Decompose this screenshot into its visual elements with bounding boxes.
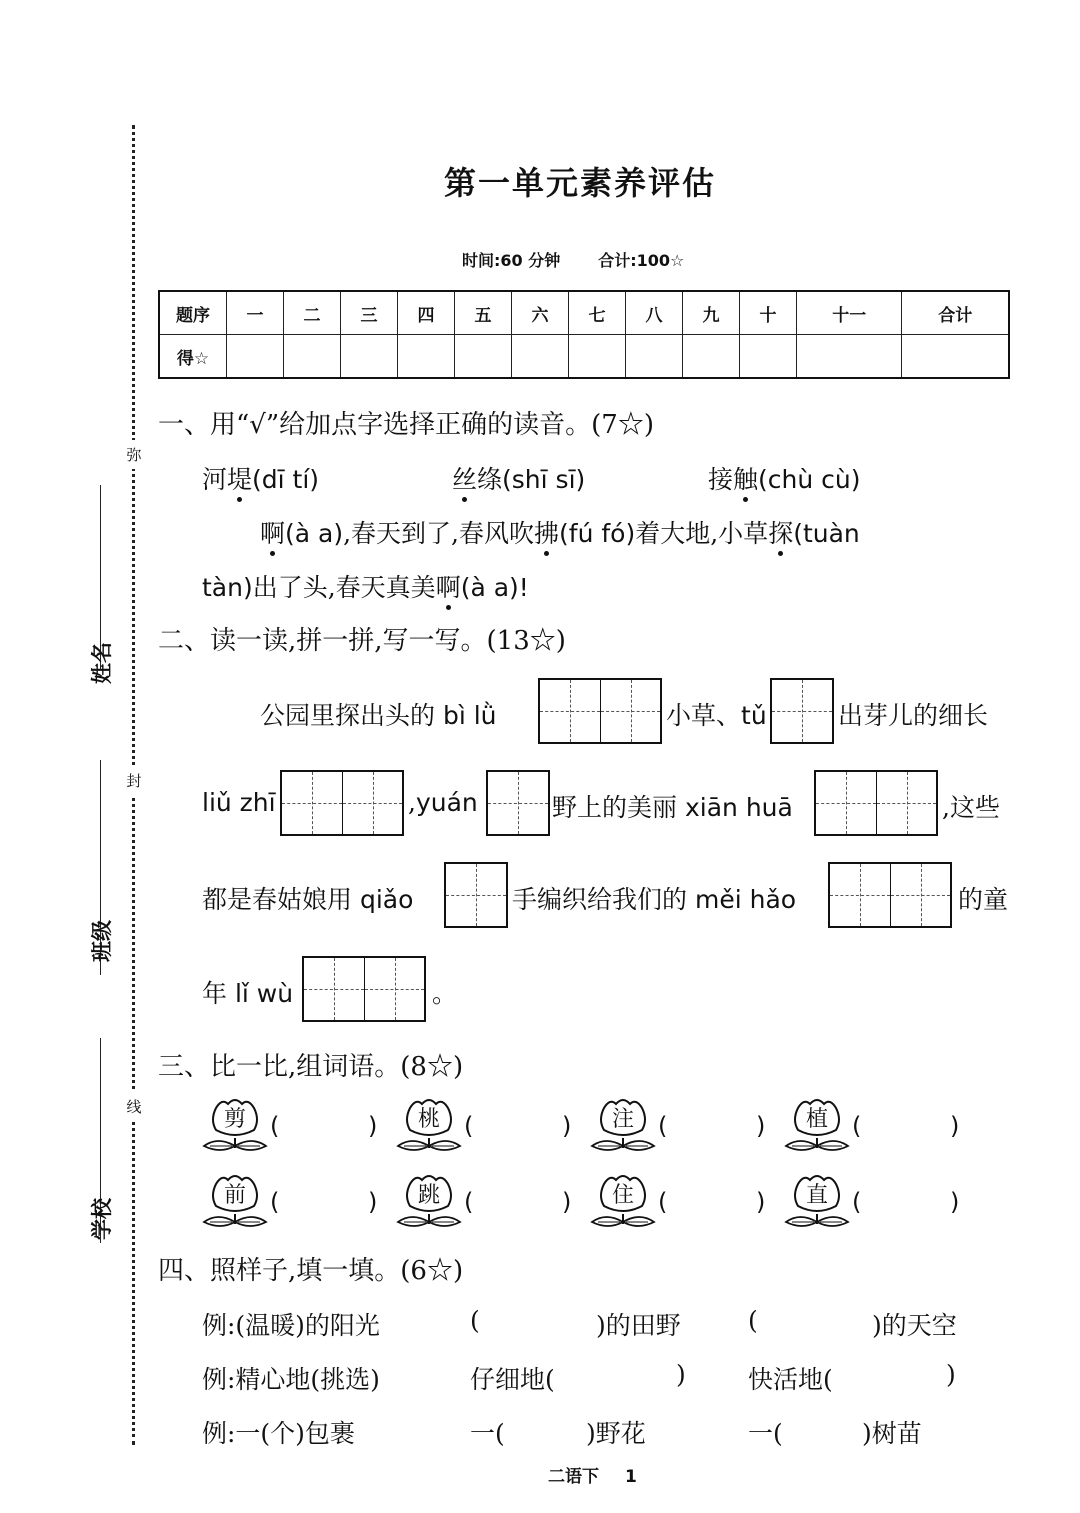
q4-blank-2b-close[interactable]: ) (946, 1360, 956, 1389)
q1-pinyin-options[interactable]: tàn) (202, 573, 253, 602)
q2-pinyin: lǐ wù (234, 979, 294, 1008)
score-header-cell: 三 (341, 291, 398, 335)
q2-pinyin: yuán (415, 788, 478, 817)
flower-char-label: 跳 (417, 1183, 440, 1208)
footer-grade: 二语下 (548, 1467, 599, 1487)
score-cell[interactable] (683, 335, 740, 379)
q1-pinyin-options[interactable]: (chù cù) (758, 465, 861, 494)
q1-dotted-char: 丝 (452, 465, 478, 494)
q1-text: 出了头,春天真美 (252, 573, 436, 602)
score-header-cell: 题序 (159, 291, 227, 335)
score-header-cell: 十一 (797, 291, 902, 335)
flower-char (202, 1172, 268, 1232)
q4-blank-1a-close[interactable]: )的田野 (596, 1311, 681, 1340)
answer-boxes-xianhua[interactable] (814, 770, 938, 836)
score-table-score-row (159, 335, 1009, 379)
q2-pinyin: bì lǜ (442, 701, 497, 730)
flower-char-label: 植 (805, 1107, 828, 1132)
name-label: 姓名 (90, 642, 114, 684)
q1-pinyin-options[interactable]: (à a)! (460, 573, 529, 602)
score-cell[interactable] (398, 335, 455, 379)
score-table (158, 290, 1010, 379)
q2-pinyin: liǔ zhī (202, 788, 276, 817)
q1-passage-line-2 (202, 568, 529, 604)
q2-pinyin: měi hǎo (694, 885, 797, 914)
flower-char-label: 桃 (417, 1107, 440, 1132)
score-header-cell: 四 (398, 291, 455, 335)
score-cell[interactable] (797, 335, 902, 379)
flower-char (396, 1096, 462, 1156)
word-blank-open[interactable]: ( (852, 1112, 862, 1140)
q2-text: 小草、 (666, 701, 742, 730)
word-blank-close: ) (756, 1112, 766, 1140)
answer-boxes-bilu[interactable] (538, 678, 662, 744)
word-blank-close: ) (562, 1188, 572, 1216)
q4-example-3: 例:一(个)包裹 (202, 1419, 355, 1448)
flower-char (396, 1172, 462, 1232)
q2-line-3-text-c: 的童 (958, 885, 1009, 914)
word-blank-close: ) (756, 1188, 766, 1216)
class-label: 班级 (90, 920, 114, 962)
score-header-cell: 七 (569, 291, 626, 335)
q4-heading: 四、照样子,填一填。(6☆) (158, 1256, 464, 1286)
page-title: 第一单元素养评估 (443, 164, 716, 202)
score-cell[interactable] (902, 335, 1009, 379)
flower-char-label: 住 (611, 1183, 634, 1208)
q2-line-3-text-b (512, 880, 796, 916)
score-cell[interactable] (455, 335, 512, 379)
footer-page-number: 1 (625, 1467, 637, 1487)
time-limit: 时间:60 分钟 (462, 251, 561, 270)
q2-text: 野上的美丽 (552, 793, 678, 822)
q4-blank-1a-open: ( (470, 1306, 480, 1335)
word-blank-open[interactable]: ( (658, 1188, 668, 1216)
q1-dotted-char: 啊 (260, 519, 286, 548)
q2-pinyin: tǔ (741, 701, 767, 730)
q1-pinyin-options[interactable]: (fú fó) (559, 519, 636, 548)
q2-text: 都是春姑娘用 (202, 885, 353, 914)
q4-example-1: 例:(温暖)的阳光 (202, 1311, 380, 1340)
q1-pinyin-options[interactable]: (tuàn (793, 519, 860, 548)
word-blank-close: ) (950, 1112, 960, 1140)
q1-dotted-char: 堤 (227, 465, 253, 494)
total-score: 合计:100☆ (598, 251, 685, 270)
q1-pinyin-options[interactable]: (à a) (285, 519, 344, 548)
q4-blank-2b-open: 快活地( (748, 1365, 833, 1394)
flower-char (784, 1096, 850, 1156)
score-header-cell: 五 (455, 291, 512, 335)
word-blank-close: ) (368, 1112, 378, 1140)
answer-boxes-liwu[interactable] (302, 956, 426, 1022)
q2-line-2-text-c (552, 788, 793, 824)
flower-char-label: 直 (805, 1183, 828, 1208)
q2-line-2-text-b (408, 788, 478, 817)
q2-text: 年 (202, 979, 228, 1008)
answer-boxes-liuzhi[interactable] (280, 770, 404, 836)
score-cell[interactable] (284, 335, 341, 379)
score-header-cell: 十 (740, 291, 797, 335)
q4-blank-2a-close[interactable]: ) (676, 1360, 686, 1389)
q1-text: 河 (202, 465, 228, 494)
word-blank-open[interactable]: ( (852, 1188, 862, 1216)
q1-dotted-char: 拂 (534, 519, 560, 548)
q4-blank-3a-open: 一( (470, 1419, 505, 1448)
score-header-cell: 二 (284, 291, 341, 335)
q1-text: 着大地,小草 (635, 519, 769, 548)
q4-blank-1b-close[interactable]: )的天空 (872, 1311, 957, 1340)
q1-pinyin-options[interactable]: (shī sī) (502, 465, 586, 494)
seal-char-mi: 弥 (126, 440, 142, 469)
q3-heading: 三、比一比,组词语。(8☆) (158, 1052, 464, 1082)
word-blank-close: ) (368, 1188, 378, 1216)
q2-line-2-text-a (202, 788, 276, 817)
seal-char-feng: 封 (126, 766, 142, 795)
q4-blank-3b-open: 一( (748, 1419, 783, 1448)
q1-text: 绦 (477, 465, 503, 494)
q2-line-1-text-a (260, 696, 497, 732)
q1-item-heti (202, 460, 319, 496)
answer-boxes-meihao[interactable] (828, 862, 952, 928)
q2-pinyin: xiān huā (684, 793, 793, 822)
q2-line-2-text-d: ,这些 (942, 793, 1000, 822)
word-blank-open[interactable]: ( (658, 1112, 668, 1140)
answer-boxes-qiao[interactable] (444, 862, 508, 928)
word-blank-open[interactable]: ( (270, 1112, 280, 1140)
flower-char-label: 剪 (223, 1107, 246, 1132)
answer-boxes-tu[interactable] (770, 678, 834, 744)
q2-line-1-text-c: 出芽儿的细长 (838, 701, 989, 730)
score-cell[interactable] (740, 335, 797, 379)
flower-char (590, 1172, 656, 1232)
score-header-cell: 合计 (902, 291, 1009, 335)
score-table-header-row (159, 291, 1009, 335)
q1-pinyin-options[interactable]: (dī tí) (252, 465, 320, 494)
score-cell[interactable] (512, 335, 569, 379)
score-row-label: 得☆ (159, 335, 227, 379)
q1-item-jiechu (708, 460, 861, 496)
q2-pinyin: qiǎo (359, 885, 414, 914)
word-blank-close: ) (950, 1188, 960, 1216)
page-footer (548, 1462, 637, 1487)
q2-line-4-text-b: 。 (432, 979, 458, 1008)
q2-text: 手编织给我们的 (512, 885, 688, 914)
q1-dotted-char: 触 (733, 465, 759, 494)
flower-char (202, 1096, 268, 1156)
score-cell[interactable] (626, 335, 683, 379)
q4-blank-3a-close[interactable]: )野花 (586, 1419, 646, 1448)
q2-text: , (408, 788, 416, 817)
flower-char (784, 1172, 850, 1232)
word-blank-open[interactable]: ( (464, 1188, 474, 1216)
q1-heading: 一、用“√”给加点字选择正确的读音。(7☆) (158, 410, 654, 440)
q4-blank-3b-close[interactable]: )树苗 (862, 1419, 922, 1448)
q1-item-sitao (452, 460, 585, 496)
seal-char-xian: 线 (126, 1092, 142, 1121)
q1-passage-line-1 (260, 514, 860, 550)
exam-meta (462, 248, 684, 271)
q2-line-1-text-b (666, 696, 767, 732)
score-cell[interactable] (227, 335, 284, 379)
q2-line-4-text-a (202, 974, 293, 1010)
q2-heading: 二、读一读,拼一拼,写一写。(13☆) (158, 626, 566, 656)
score-header-cell: 一 (227, 291, 284, 335)
score-header-cell: 九 (683, 291, 740, 335)
q2-line-3-text-a (202, 880, 413, 916)
q2-text: 公园里探出头的 (260, 701, 436, 730)
word-blank-open[interactable]: ( (270, 1188, 280, 1216)
score-cell[interactable] (341, 335, 398, 379)
score-cell[interactable] (569, 335, 626, 379)
score-header-cell: 八 (626, 291, 683, 335)
score-header-cell: 六 (512, 291, 569, 335)
q4-blank-1b-open: ( (748, 1306, 758, 1335)
flower-char (590, 1096, 656, 1156)
word-blank-close: ) (562, 1112, 572, 1140)
q4-example-2: 例:精心地(挑选) (202, 1365, 380, 1394)
flower-char-label: 前 (223, 1183, 246, 1208)
q1-text: ,春天到了,春风吹 (343, 519, 535, 548)
answer-boxes-yuan[interactable] (486, 770, 550, 836)
q1-dotted-char: 探 (768, 519, 794, 548)
flower-char-label: 注 (611, 1107, 634, 1132)
word-blank-open[interactable]: ( (464, 1112, 474, 1140)
q4-blank-2a-open: 仔细地( (470, 1365, 555, 1394)
q1-dotted-char: 啊 (435, 573, 461, 602)
school-label: 学校 (90, 1198, 114, 1240)
q1-text: 接 (708, 465, 734, 494)
